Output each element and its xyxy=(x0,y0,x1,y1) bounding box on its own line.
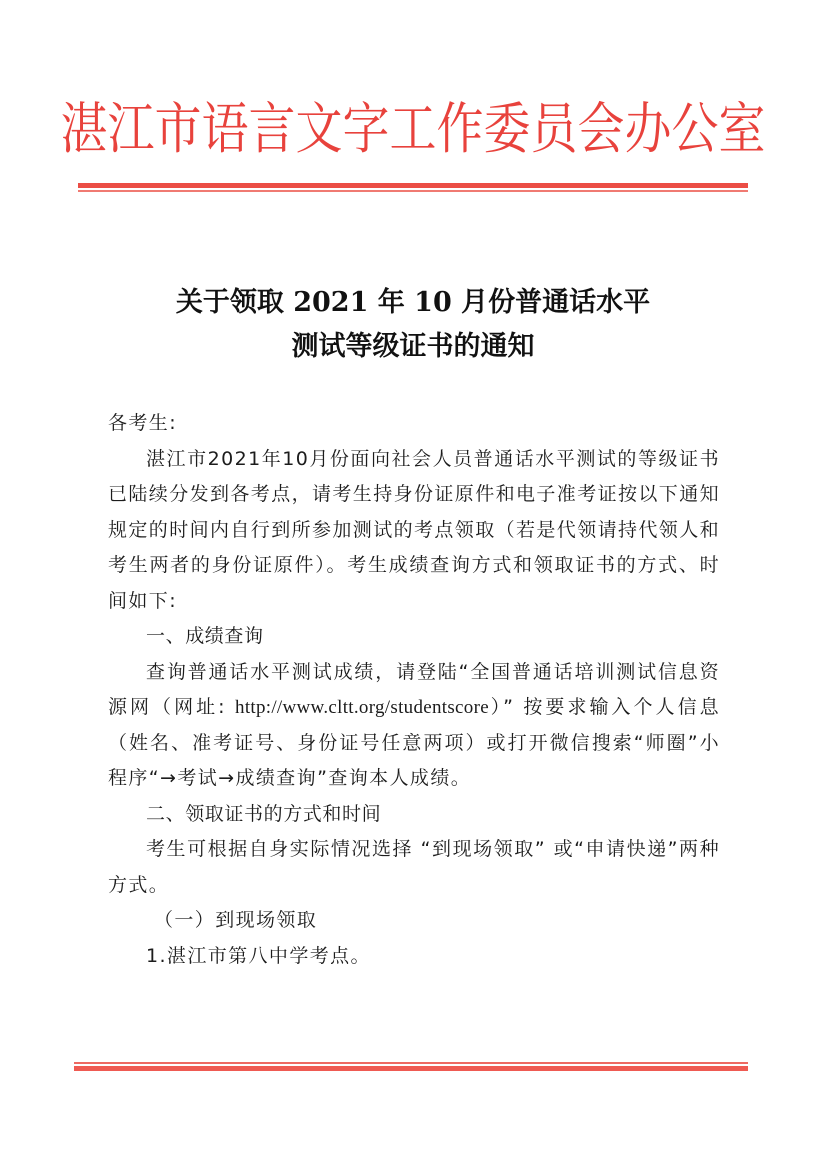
score-query-text-before: 查询普通话水平测试成绩，请登陆“全国普通话培训测试信息资源网（网址: xyxy=(108,660,720,718)
notice-body xyxy=(108,406,720,974)
notice-title xyxy=(0,281,826,369)
subsection-heading-onsite: （一）到现场领取 xyxy=(154,909,318,931)
letterhead-organization: 湛江市语言文字工作委员会办公室 xyxy=(60,97,766,163)
notice-title-line1: 关于领取 2021 年 10 月份普通话水平 xyxy=(175,287,651,318)
footer-divider xyxy=(74,1062,748,1071)
salutation: 各考生: xyxy=(108,412,178,434)
section-heading-certificate-collection: 二、领取证书的方式和时间 xyxy=(146,802,382,825)
onsite-item-1: 1.湛江市第八中学考点。 xyxy=(146,944,371,967)
collection-methods-paragraph: 考生可根据自身实际情况选择 “到现场领取” 或“申请快递”两种方式。 xyxy=(108,838,720,896)
score-query-url[interactable]: http://www.cltt.org/studentscore xyxy=(235,697,489,718)
footer-divider-thin xyxy=(74,1062,748,1064)
header-divider-thick xyxy=(78,183,748,188)
footer-divider-thick xyxy=(74,1066,748,1071)
notice-title-line2: 测试等级证书的通知 xyxy=(291,331,535,362)
intro-paragraph: 湛江市2021年10月份面向社会人员普通话水平测试的等级证书已陆续分发到各考点，请考生持身份证原件和电子准考证按以下通知规定的时间内自行到所参加测试的考点领取（若是代领请持代领人和考生两者的身份证原件）。考生成绩查询方式和领取证书的方式、时间如下: xyxy=(108,447,721,612)
header-divider-thin xyxy=(78,190,748,192)
header-divider xyxy=(78,183,748,192)
section-heading-score-query: 一、成绩查询 xyxy=(146,625,264,647)
score-query-text-after: ）” 按要求输入个人信息（姓名、准考证号、身份证号任意两项）或打开微信搜索“师圈”小程序“→考试→成绩查询”查询本人成绩。 xyxy=(108,696,721,789)
score-query-paragraph xyxy=(108,655,720,797)
